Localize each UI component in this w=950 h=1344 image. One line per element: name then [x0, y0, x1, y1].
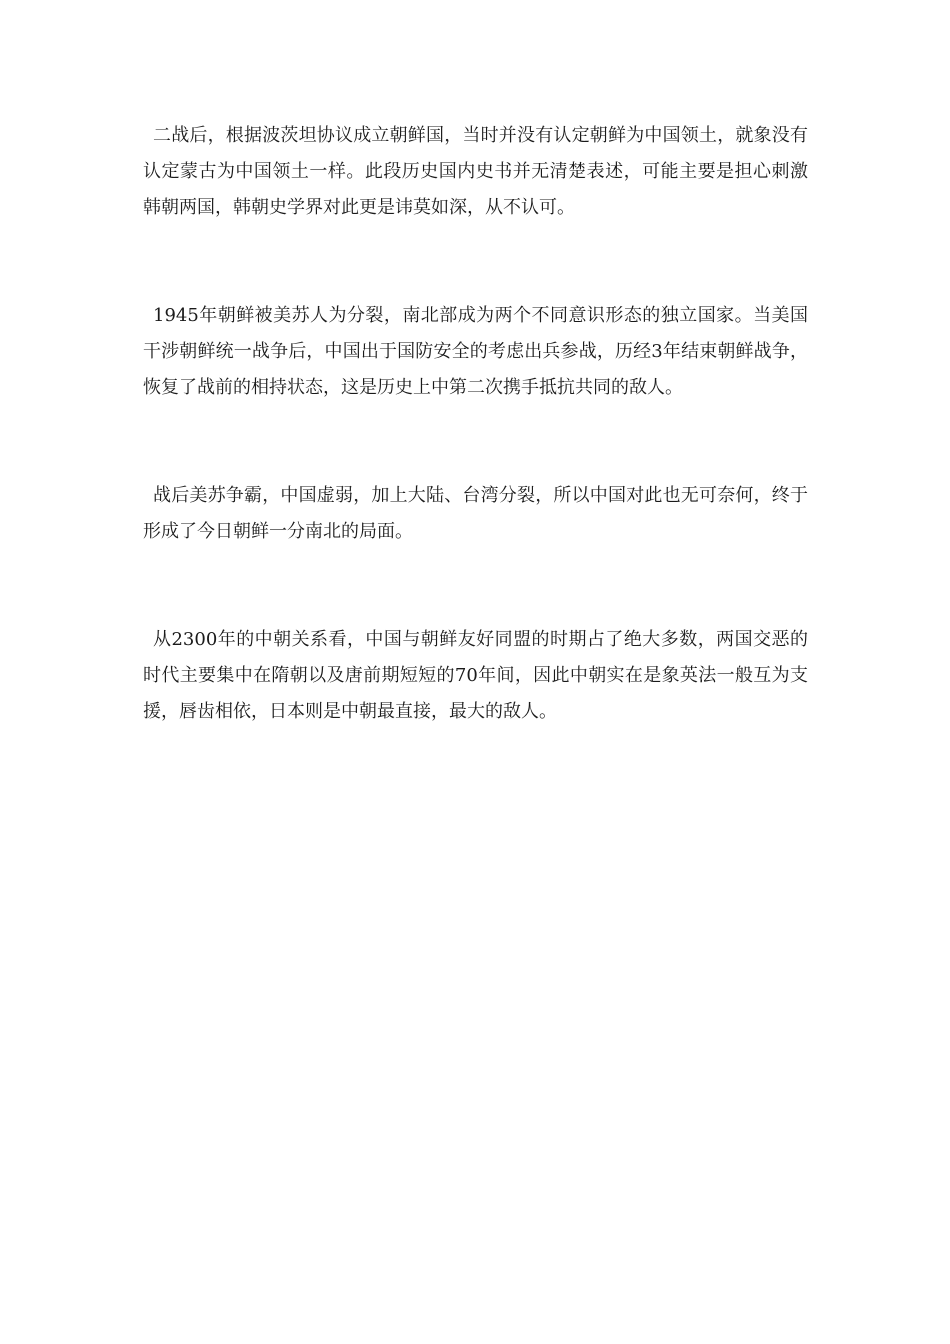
paragraph-2: 1945年朝鲜被美苏人为分裂，南北部成为两个不同意识形态的独立国家。当美国干涉朝鲜统一战争后，中国出于国防安全的考虑出兵参战，历经3年结束朝鲜战争，恢复了战前的相持状态，这是历史上中第二次携手抵抗共同的敌人。 — [143, 305, 808, 398]
document-body — [143, 118, 808, 730]
paragraph-3: 战后美苏争霸，中国虚弱，加上大陆、台湾分裂，所以中国对此也无可奈何，终于形成了今日朝鲜一分南北的局面。 — [143, 485, 808, 542]
paragraph-4: 从2300年的中朝关系看，中国与朝鲜友好同盟的时期占了绝大多数，两国交恶的时代主要集中在隋朝以及唐前期短短的70年间，因此中朝实在是象英法一般互为支援，唇齿相依，日本则是中朝最直接，最大的敌人。 — [143, 629, 808, 722]
paragraph-1: 二战后，根据波茨坦协议成立朝鲜国，当时并没有认定朝鲜为中国领土，就象没有认定蒙古为中国领土一样。此段历史国内史书并无清楚表述，可能主要是担心刺激韩朝两国，韩朝史学界对此更是讳莫如深，从不认可。 — [143, 125, 808, 218]
